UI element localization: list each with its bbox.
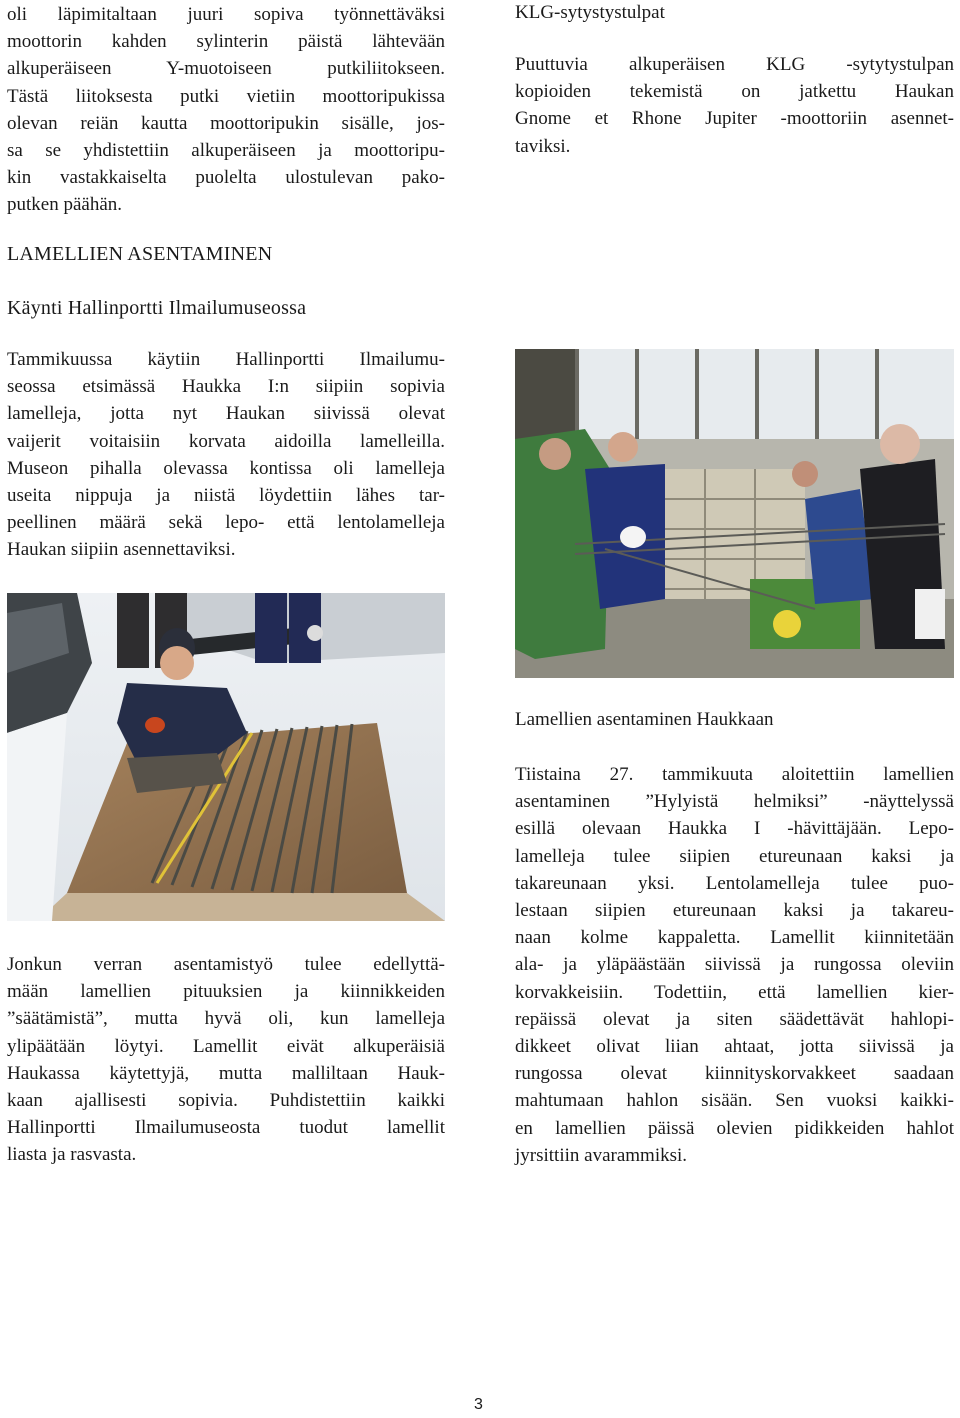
text-line: mahtumaan hahlon sisään. Sen vuoksi kaikki- (515, 1090, 954, 1112)
intro-paragraph (7, 1, 445, 219)
text-line: en lamellien päissä olevien pidikkeiden hahlot (515, 1117, 954, 1139)
text-line: lamelleja tulee siipien etureunaan kaksi ja (515, 845, 954, 867)
text-line: ylipäätään löytyi. Lamellit eivät alkuperäisiä (7, 1035, 445, 1057)
text-line: dikkeet olivat liian ahtaat, jotta siivissä ja (515, 1036, 954, 1058)
text-line: Tästä liitoksesta putki vietiin moottoripukissa (7, 85, 445, 107)
text-line: kaan ajallisesti sopivia. Puhdistettiin kaikki (7, 1090, 445, 1112)
text-line: Puuttuvia alkuperäisen KLG -sytytystulpan (515, 54, 954, 75)
text-line: Haukassa käytettyjä, mutta malliltaan Hauk- (7, 1062, 445, 1084)
workshop-scene-image (515, 349, 954, 678)
text-line: rungossa olevat kiinnityskorvakkeet saadaan (515, 1063, 954, 1085)
photo-lamellae-in-snow (7, 593, 445, 921)
text-line: Tiistaina 27. tammikuuta aloitettiin lamellien (515, 764, 954, 785)
museum-visit-paragraph (7, 346, 445, 564)
text-line: asentaminen ”Hylyistä helmiksi” -näyttelyssä (515, 791, 954, 813)
text-line: peellinen määrä sekä lepo- että lentolamelleja (7, 512, 445, 534)
text-line: Tammikuussa käytiin Hallinportti Ilmailumu- (7, 349, 445, 370)
installation-heading: Lamellien asentaminen Haukkaan (515, 709, 774, 730)
text-line: vaijerit voitaisiin korvata aidoilla lamelleilla. (7, 430, 445, 452)
text-line: lamelleja, jotta nyt Haukan siivissä olevat (7, 403, 445, 425)
text-line: mään lamellien pituuksien ja kiinnikkeiden (7, 981, 445, 1003)
text-line: oli läpimitaltaan juuri sopiva työnnettäväksi (7, 4, 445, 25)
text-line: kin vastakkaiselta puolelta ulostulevan pako- (7, 167, 445, 189)
text-line: moottorin kahden sylinterin päistä lähtevään (7, 31, 445, 53)
text-line: Museon pihalla olevassa kontissa oli lamelleja (7, 457, 445, 479)
text-line: Gnome et Rhone Jupiter -moottoriin asennet- (515, 108, 954, 130)
section-heading: LAMELLIEN ASENTAMINEN (7, 243, 273, 265)
text-line: kopioiden tekemistä on jatkettu Haukan (515, 81, 954, 103)
page-number: 3 (474, 1396, 483, 1413)
text-line: useita nippuja ja niistä löydettiin lähes tar- (7, 485, 445, 507)
text-line: naan kolme kappaletta. Lamellit kiinnitetään (515, 927, 954, 949)
text-line: Jonkun verran asentamistyö tulee edellyttä- (7, 954, 445, 975)
text-line: ”säätämistä”, mutta hyvä oli, kun lamelleja (7, 1008, 445, 1030)
text-line: liasta ja rasvasta. (7, 1144, 137, 1166)
snow-scene-image (7, 593, 445, 921)
klg-heading: KLG-sytystystulpat (515, 2, 665, 23)
text-line: ala- ja yläpäästään siivissä ja rungossa oleviin (515, 954, 954, 976)
text-line: esillä olevaan Haukka I -hävittäjään. Lepo- (515, 818, 954, 840)
photo-workshop-installation (515, 349, 954, 678)
klg-paragraph (515, 51, 954, 160)
adjustment-paragraph (7, 951, 445, 1169)
installation-paragraph (515, 761, 954, 1169)
text-line: olevan reiän kautta moottoripukin sisälle, jos- (7, 112, 445, 134)
text-line: taviksi. (515, 135, 571, 157)
text-line: korvakkeisiin. Todettiin, että lamellien kier- (515, 981, 954, 1003)
text-line: lestaan siipien etureunaan kaksi ja takareu- (515, 900, 954, 922)
text-line: Haukan siipiin asennettaviksi. (7, 539, 236, 561)
text-line: takareunaan yksi. Lentolamelleja tulee puo- (515, 872, 954, 894)
text-line: seossa etsimässä Haukka I:n siipiin sopivia (7, 376, 445, 398)
text-line: Hallinportti Ilmailumuseosta tuodut lamellit (7, 1117, 445, 1139)
museum-visit-subheading: Käynti Hallinportti Ilmailumuseossa (7, 297, 307, 319)
text-line: sa se yhdistettiin alkuperäiseen ja moottoripu- (7, 140, 445, 162)
text-line: putken päähän. (7, 194, 123, 216)
text-line: jyrsittiin avarammiksi. (515, 1144, 688, 1166)
text-line: repäissä olevat ja siten säädettävät hahlopi- (515, 1008, 954, 1030)
text-line: alkuperäiseen Y-muotoiseen putkiliitokseen. (7, 58, 445, 80)
